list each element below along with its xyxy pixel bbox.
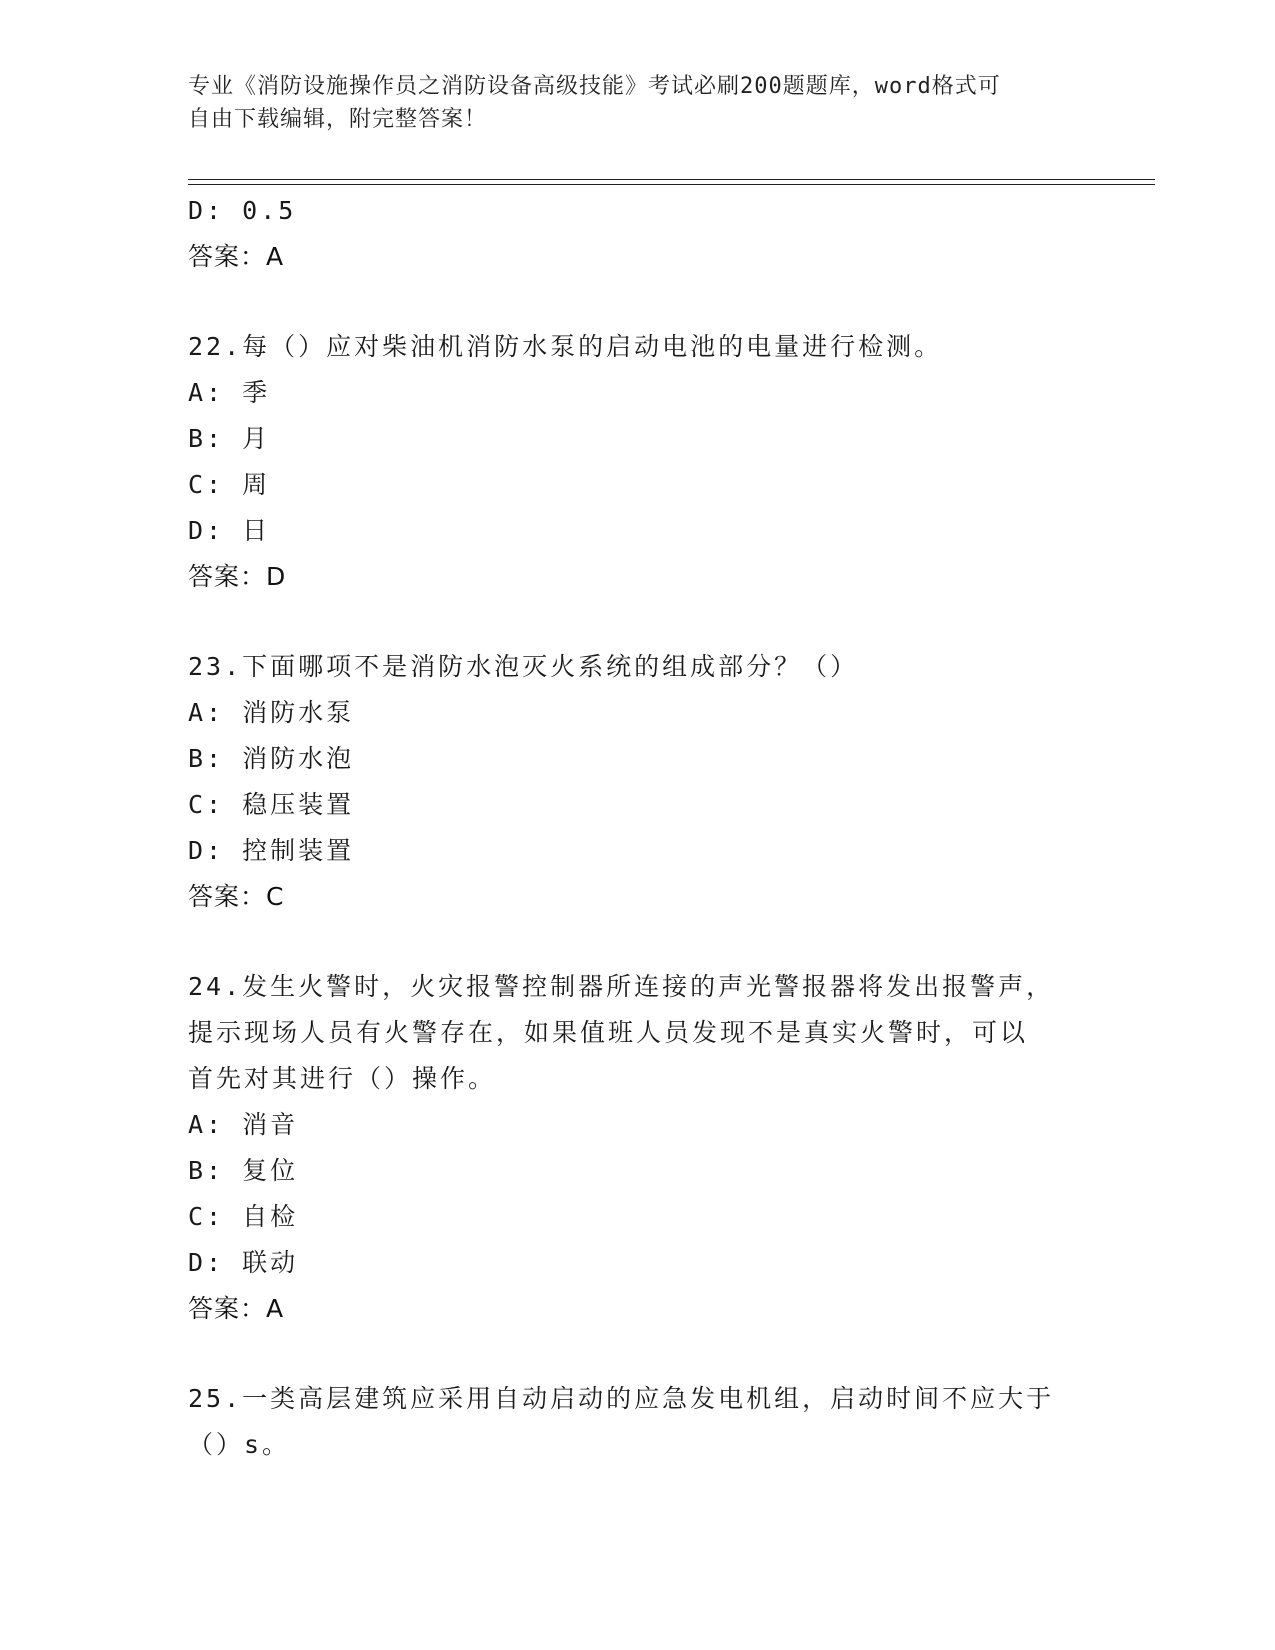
question-text: 22.每（）应对柴油机消防水泵的启动电池的电量进行检测。	[188, 332, 943, 361]
question-25	[188, 1376, 1088, 1468]
option-b: B: 月	[188, 424, 271, 453]
question-22	[188, 324, 1088, 600]
question-24	[188, 964, 1088, 1332]
option-c: C: 稳压装置	[188, 790, 355, 819]
option-d: D: 0.5	[188, 196, 297, 225]
question-text-line: 24.发生火警时，火灾报警控制器所连接的声光警报器将发出报警声，	[188, 972, 1055, 1001]
option-b: B: 消防水泡	[188, 744, 355, 773]
header-divider-top	[188, 179, 1155, 180]
option-d: D: 联动	[188, 1248, 299, 1277]
option-a: A: 消音	[188, 1110, 299, 1139]
question-text-line: （）s。	[188, 1430, 291, 1459]
answer: 答案：A	[188, 1294, 285, 1323]
question-list	[188, 188, 1088, 1468]
document-header	[188, 70, 1068, 136]
option-c: C: 自检	[188, 1202, 299, 1231]
question-text	[188, 964, 1088, 1102]
question-23	[188, 644, 1088, 920]
question-text	[188, 1376, 1088, 1468]
question-text: 23.下面哪项不是消防水泡灭火系统的组成部分？（）	[188, 652, 859, 681]
option-d: D: 控制装置	[188, 836, 355, 865]
header-divider-bottom	[188, 184, 1155, 185]
option-a: A: 消防水泵	[188, 698, 355, 727]
answer: 答案：D	[188, 562, 287, 591]
question-text-line: 25.一类高层建筑应采用自动启动的应急发电机组，启动时间不应大于	[188, 1384, 1055, 1413]
answer: 答案：C	[188, 882, 285, 911]
option-c: C: 周	[188, 470, 271, 499]
answer: 答案：A	[188, 242, 285, 271]
header-line-1: 专业《消防设施操作员之消防设备高级技能》考试必刷200题题库，word格式可	[188, 74, 1001, 99]
option-a: A: 季	[188, 378, 271, 407]
question-text-line: 首先对其进行（）操作。	[188, 1064, 497, 1093]
question-text-line: 提示现场人员有火警存在，如果值班人员发现不是真实火警时，可以	[188, 1018, 1029, 1047]
option-d: D: 日	[188, 516, 271, 545]
header-line-2: 自由下载编辑，附完整答案！	[188, 107, 488, 132]
option-b: B: 复位	[188, 1156, 299, 1185]
